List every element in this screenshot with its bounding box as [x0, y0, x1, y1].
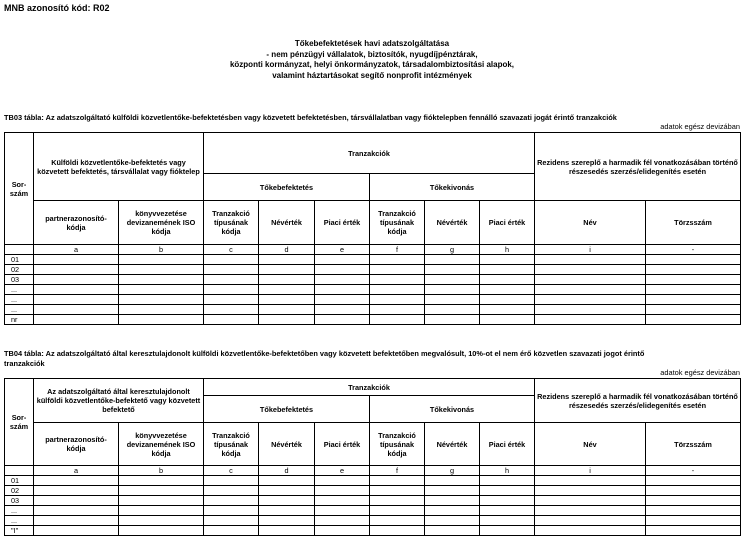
col-tokebefektetes: Tőkebefektetés: [204, 174, 370, 201]
data-cell[interactable]: [259, 285, 315, 295]
title-line: - nem pénzügyi vállalatok, biztosítók, nyugdíjpénztárak,: [266, 49, 478, 59]
data-cell[interactable]: [204, 295, 259, 305]
data-cell[interactable]: [315, 275, 370, 285]
letter-cell: f: [370, 245, 425, 255]
data-cell[interactable]: [425, 295, 480, 305]
data-cell[interactable]: [370, 255, 425, 265]
letter-cell: f: [370, 466, 425, 476]
data-cell[interactable]: [646, 526, 741, 536]
data-cell[interactable]: [259, 476, 315, 486]
letter-cell: [5, 245, 34, 255]
table-row: [5, 476, 741, 486]
tb04-table: [4, 378, 741, 536]
data-cell[interactable]: [204, 255, 259, 265]
row-number: ...: [5, 516, 34, 526]
data-cell[interactable]: [480, 526, 535, 536]
data-cell[interactable]: [646, 506, 741, 516]
letter-cell: d: [259, 466, 315, 476]
data-cell[interactable]: [480, 516, 535, 526]
row-number: 03: [5, 275, 34, 285]
data-cell[interactable]: [259, 305, 315, 315]
col-piaci: Piaci érték: [480, 423, 535, 466]
table-row: [5, 506, 741, 516]
col-sorszam: Sor-szám: [5, 133, 34, 245]
letter-cell: h: [480, 466, 535, 476]
data-cell[interactable]: [425, 526, 480, 536]
table-row: [5, 496, 741, 506]
data-cell[interactable]: [535, 496, 646, 506]
tb03-caption: TB03 tábla: Az adatszolgáltató külföldi közvetlentőke-befektetésben vagy közvetett befektetésben, társvállalatban vagy fióktelepben fennálló szavazati jogát érintő tranzakciók: [4, 113, 617, 122]
data-cell[interactable]: [646, 476, 741, 486]
data-cell[interactable]: [646, 516, 741, 526]
data-cell[interactable]: [259, 265, 315, 275]
row-number: nr: [5, 315, 34, 325]
data-cell[interactable]: [425, 315, 480, 325]
data-cell[interactable]: [259, 315, 315, 325]
data-cell[interactable]: [535, 486, 646, 496]
tb03-group-header: Külföldi közvetlentőke-befektetés vagy közvetett befektetés, társvállalat vagy fióktelep: [34, 133, 204, 201]
data-cell[interactable]: [119, 265, 204, 275]
data-cell[interactable]: [425, 305, 480, 315]
data-cell[interactable]: [34, 516, 119, 526]
data-cell[interactable]: [119, 476, 204, 486]
letter-cell: c: [204, 245, 259, 255]
data-cell[interactable]: [204, 496, 259, 506]
data-cell[interactable]: [535, 265, 646, 275]
table-row: [5, 315, 741, 325]
data-cell[interactable]: [535, 295, 646, 305]
data-cell[interactable]: [119, 516, 204, 526]
data-cell[interactable]: [480, 255, 535, 265]
col-nevertek: Névérték: [259, 423, 315, 466]
data-cell[interactable]: [34, 255, 119, 265]
data-cell[interactable]: [370, 275, 425, 285]
col-tipus: Tranzakció típusának kódja: [204, 201, 259, 245]
data-cell[interactable]: [315, 476, 370, 486]
row-number: ...: [5, 506, 34, 516]
data-cell[interactable]: [480, 305, 535, 315]
row-number: ...: [5, 295, 34, 305]
data-cell[interactable]: [425, 506, 480, 516]
tb04-caption-line: tranzakciók: [4, 359, 45, 368]
data-cell[interactable]: [480, 506, 535, 516]
data-cell[interactable]: [370, 486, 425, 496]
data-cell[interactable]: [425, 496, 480, 506]
letter-cell: d: [259, 245, 315, 255]
data-cell[interactable]: [535, 476, 646, 486]
data-cell[interactable]: [480, 265, 535, 275]
data-cell[interactable]: [315, 486, 370, 496]
letter-cell: e: [315, 466, 370, 476]
data-cell[interactable]: [370, 526, 425, 536]
col-konyv: könyvvezetése devizanemének ISO kódja: [119, 201, 204, 245]
row-number: ...: [5, 285, 34, 295]
tb03-unit: adatok egész devizában: [660, 122, 740, 131]
data-cell[interactable]: [204, 506, 259, 516]
data-cell[interactable]: [646, 486, 741, 496]
data-cell[interactable]: [34, 526, 119, 536]
letter-cell: g: [425, 245, 480, 255]
data-cell[interactable]: [480, 295, 535, 305]
data-cell[interactable]: [370, 285, 425, 295]
data-cell[interactable]: [34, 476, 119, 486]
data-cell[interactable]: [425, 486, 480, 496]
letter-cell: -: [646, 466, 741, 476]
col-nevertek: Névérték: [425, 201, 480, 245]
data-cell[interactable]: [535, 506, 646, 516]
letter-cell: i: [535, 245, 646, 255]
data-cell[interactable]: [259, 486, 315, 496]
table-row: [5, 486, 741, 496]
data-cell[interactable]: [119, 285, 204, 295]
data-cell[interactable]: [119, 526, 204, 536]
data-cell[interactable]: [259, 275, 315, 285]
data-cell[interactable]: [370, 516, 425, 526]
row-number: "I": [5, 526, 34, 536]
data-cell[interactable]: [535, 315, 646, 325]
letter-cell: b: [119, 466, 204, 476]
title-line: Tőkebefektetések havi adatszolgáltatása: [294, 39, 450, 48]
data-cell[interactable]: [119, 275, 204, 285]
data-cell[interactable]: [535, 255, 646, 265]
col-piaci: Piaci érték: [315, 423, 370, 466]
col-partner: partnerazonosító-kódja: [34, 201, 119, 245]
row-number: 01: [5, 255, 34, 265]
data-cell[interactable]: [34, 275, 119, 285]
table-row: [5, 295, 741, 305]
data-cell[interactable]: [34, 295, 119, 305]
table-row: [5, 516, 741, 526]
tb04-group-header: Az adatszolgáltató által keresztulajdonolt külföldi közvetlentőke-befektető vagy közvetett befektető: [34, 379, 204, 423]
col-tipus: Tranzakció típusának kódja: [370, 201, 425, 245]
data-cell[interactable]: [370, 476, 425, 486]
data-cell[interactable]: [204, 305, 259, 315]
data-cell[interactable]: [315, 516, 370, 526]
data-cell[interactable]: [370, 295, 425, 305]
data-cell[interactable]: [315, 506, 370, 516]
data-cell[interactable]: [259, 506, 315, 516]
data-cell[interactable]: [34, 496, 119, 506]
col-nevertek: Névérték: [259, 201, 315, 245]
data-cell[interactable]: [119, 496, 204, 506]
table-row: [5, 265, 741, 275]
col-rezidens: Rezidens szereplő a harmadik fél vonatkozásában történő részesedés szerzés/elidegenítés esetén: [535, 133, 741, 201]
col-nevertek: Névérték: [425, 423, 480, 466]
col-rezidens: Rezidens szereplő a harmadik fél vonatkozásában történő részesedés szerzés/elidegenítés esetén: [535, 379, 741, 423]
data-cell[interactable]: [425, 255, 480, 265]
data-cell[interactable]: [315, 255, 370, 265]
data-cell[interactable]: [315, 265, 370, 275]
data-cell[interactable]: [315, 295, 370, 305]
data-cell[interactable]: [646, 315, 741, 325]
col-tokebefektetes: Tőkebefektetés: [204, 396, 370, 423]
mnb-code: MNB azonosító kód: R02: [4, 3, 110, 13]
row-number: ...: [5, 305, 34, 315]
data-cell[interactable]: [370, 265, 425, 275]
tb04-unit: adatok egész devizában: [660, 368, 740, 377]
title-line: valamint háztartásokat segítő nonprofit intézmények: [272, 70, 472, 80]
data-cell[interactable]: [370, 315, 425, 325]
col-piaci: Piaci érték: [315, 201, 370, 245]
letter-cell: -: [646, 245, 741, 255]
table-row: [5, 275, 741, 285]
data-cell[interactable]: [535, 285, 646, 295]
letter-cell: h: [480, 245, 535, 255]
letter-cell: e: [315, 245, 370, 255]
letter-cell: [5, 466, 34, 476]
letter-cell: a: [34, 466, 119, 476]
data-cell[interactable]: [535, 275, 646, 285]
data-cell[interactable]: [119, 305, 204, 315]
data-cell[interactable]: [646, 275, 741, 285]
data-cell[interactable]: [425, 265, 480, 275]
data-cell[interactable]: [425, 275, 480, 285]
data-cell[interactable]: [34, 285, 119, 295]
row-number: 02: [5, 486, 34, 496]
data-cell[interactable]: [204, 285, 259, 295]
letter-cell: i: [535, 466, 646, 476]
data-cell[interactable]: [480, 486, 535, 496]
data-cell[interactable]: [370, 506, 425, 516]
data-cell[interactable]: [34, 486, 119, 496]
col-torzsszam: Törzsszám: [646, 423, 741, 466]
row-number: 03: [5, 496, 34, 506]
data-cell[interactable]: [315, 526, 370, 536]
table-row: [5, 305, 741, 315]
data-cell[interactable]: [315, 285, 370, 295]
letter-cell: a: [34, 245, 119, 255]
col-nev: Név: [535, 201, 646, 245]
data-cell[interactable]: [204, 486, 259, 496]
col-tokekivonas: Tőkekivonás: [370, 396, 535, 423]
data-cell[interactable]: [259, 526, 315, 536]
data-cell[interactable]: [204, 526, 259, 536]
letter-cell: b: [119, 245, 204, 255]
data-cell[interactable]: [646, 265, 741, 275]
data-cell[interactable]: [119, 506, 204, 516]
data-cell[interactable]: [535, 305, 646, 315]
col-tipus: Tranzakció típusának kódja: [370, 423, 425, 466]
row-number: 02: [5, 265, 34, 275]
data-cell[interactable]: [259, 295, 315, 305]
data-cell[interactable]: [315, 496, 370, 506]
report-title: [0, 39, 744, 81]
data-cell[interactable]: [34, 315, 119, 325]
data-cell[interactable]: [119, 255, 204, 265]
data-cell[interactable]: [204, 315, 259, 325]
data-cell[interactable]: [425, 476, 480, 486]
data-cell[interactable]: [480, 275, 535, 285]
letter-cell: c: [204, 466, 259, 476]
data-cell[interactable]: [425, 285, 480, 295]
data-cell[interactable]: [646, 255, 741, 265]
col-tokekivonas: Tőkekivonás: [370, 174, 535, 201]
col-torzsszam: Törzsszám: [646, 201, 741, 245]
data-cell[interactable]: [646, 295, 741, 305]
col-konyv: könyvvezetése devizanemének ISO kódja: [119, 423, 204, 466]
data-cell[interactable]: [646, 305, 741, 315]
data-cell[interactable]: [370, 305, 425, 315]
data-cell[interactable]: [480, 496, 535, 506]
data-cell[interactable]: [480, 315, 535, 325]
data-cell[interactable]: [204, 516, 259, 526]
col-partner: partnerazonosító-kódja: [34, 423, 119, 466]
data-cell[interactable]: [535, 516, 646, 526]
tb03-table: [4, 132, 741, 325]
col-piaci: Piaci érték: [480, 201, 535, 245]
data-cell[interactable]: [34, 305, 119, 315]
data-cell[interactable]: [535, 526, 646, 536]
table-row: [5, 255, 741, 265]
data-cell[interactable]: [34, 265, 119, 275]
data-cell[interactable]: [315, 305, 370, 315]
data-cell[interactable]: [646, 285, 741, 295]
data-cell[interactable]: [425, 516, 480, 526]
col-tranzakciok: Tranzakciók: [204, 133, 535, 174]
data-cell[interactable]: [204, 265, 259, 275]
data-cell[interactable]: [119, 315, 204, 325]
data-cell[interactable]: [204, 476, 259, 486]
data-cell[interactable]: [119, 295, 204, 305]
data-cell[interactable]: [204, 275, 259, 285]
data-cell[interactable]: [34, 506, 119, 516]
col-tipus: Tranzakció típusának kódja: [204, 423, 259, 466]
data-cell[interactable]: [646, 496, 741, 506]
col-tranzakciok: Tranzakciók: [204, 379, 535, 396]
data-cell[interactable]: [259, 496, 315, 506]
table-row: [5, 285, 741, 295]
row-number: 01: [5, 476, 34, 486]
title-line: központi kormányzat, helyi önkormányzatok, társadalombiztosítási alapok,: [229, 60, 515, 69]
table-row: [5, 526, 741, 536]
col-nev: Név: [535, 423, 646, 466]
data-cell[interactable]: [259, 516, 315, 526]
data-cell[interactable]: [480, 476, 535, 486]
letter-cell: g: [425, 466, 480, 476]
data-cell[interactable]: [370, 496, 425, 506]
col-sorszam: Sor-szám: [5, 379, 34, 466]
data-cell[interactable]: [480, 285, 535, 295]
tb04-caption-line: TB04 tábla: Az adatszolgáltató által keresztulajdonolt külföldi közvetlentőke-befektetőben vagy közvetett befektetőben megvalósult, 10%-ot el nem érő közvetlen szavazati jogot érintő: [4, 349, 645, 358]
data-cell[interactable]: [119, 486, 204, 496]
data-cell[interactable]: [259, 255, 315, 265]
data-cell[interactable]: [315, 315, 370, 325]
tb04-caption: [4, 349, 644, 369]
